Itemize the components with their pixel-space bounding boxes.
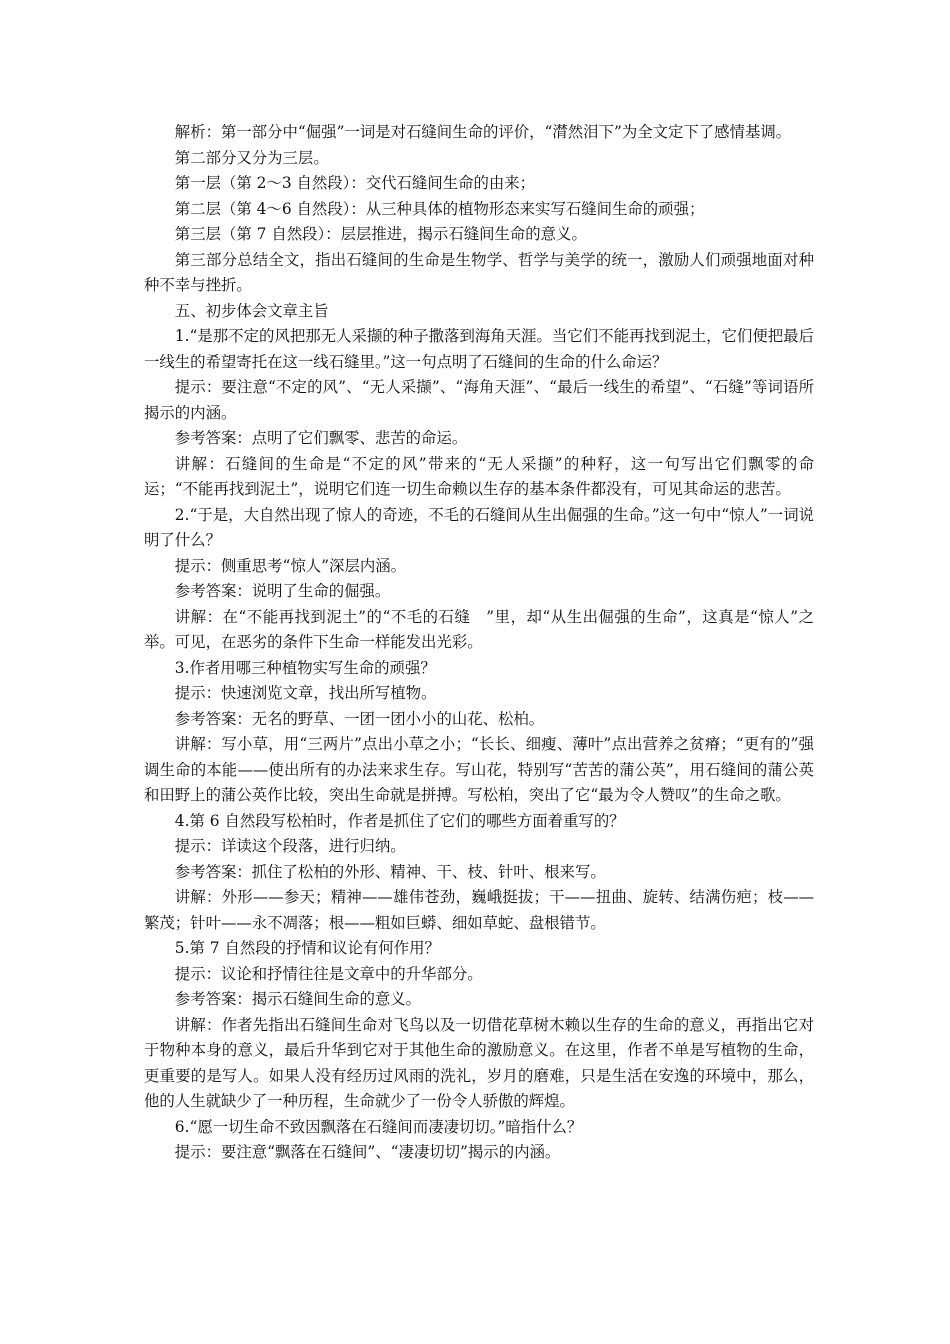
document-body xyxy=(144,120,814,1166)
explanation-3: 讲解：写小草，用“三两片”点出小草之小；“长长、细瘦、薄叶”点出营养之贫瘠；“更有的”强调生命的本能——使出所有的办法来求生存。写山花，特别写“苦苦的蒲公英”，用石缝间的蒲公英和田野上的蒲公英作比较，突出生命就是拼搏。写松柏，突出了它“最为令人赞叹”的生命之歌。 xyxy=(144,735,814,804)
hint-5: 提示：议论和抒情往往是文章中的升华部分。 xyxy=(174,964,483,983)
layer-three: 第三层（第 7 自然段）：层层推进，揭示石缝间生命的意义。 xyxy=(174,225,587,243)
question-2: 2.“于是，大自然出现了惊人的奇迹，不毛的石缝间从生出倔强的生命。”这一句中“惊人”一词说明了什么？ xyxy=(144,505,814,549)
hint-2: 提示：侧重思考“惊人”深层内涵。 xyxy=(174,556,407,575)
hint-3: 提示：快速浏览文章，找出所写植物。 xyxy=(174,684,437,702)
layer-two: 第二层（第 4～6 自然段）：从三种具体的植物形态来实写石缝间生命的顽强； xyxy=(174,199,705,218)
section-heading: 五、初步体会文章主旨 xyxy=(174,301,329,320)
explanation-5: 讲解：作者先指出石缝间生命对飞鸟以及一切借花草树木赖以生存的生命的意义，再指出它对于物种本身的意义，最后升华到它对于其他生命的激励意义。在这里，作者不单是写植物的生命，更重要的是写人。如果人没有经历过风雨的洗礼，岁月的磨难，只是生活在安逸的环境中，那么，他的人生就缺少了一种历程，生命就少了一份令人骄傲的辉煌。 xyxy=(144,1015,814,1110)
question-1: 1.“是那不定的风把那无人采撷的种子撒落到海角天涯。当它们不能再找到泥土，它们便把最后一线生的希望寄托在这一线石缝里。”这一句点明了石缝间的生命的什么命运？ xyxy=(144,327,814,371)
section-two-intro: 第二部分又分为三层。 xyxy=(174,148,329,167)
hint-6: 提示：要注意“飘落在石缝间”、“凄凄切切”揭示的内涵。 xyxy=(174,1143,561,1161)
section-three-summary: 第三部分总结全文，指出石缝间的生命是生物学、哲学与美学的统一，激励人们顽强地面对种种不幸与挫折。 xyxy=(144,250,814,294)
explanation-2: 讲解：在“不能再找到泥土”的“不毛的石缝 ”里，却“从生出倔强的生命”，这真是“惊人”之举。可见，在恶劣的条件下生命一样能发出光彩。 xyxy=(144,607,814,651)
hint-4: 提示：详读这个段落，进行归纳。 xyxy=(174,837,406,855)
hint-1: 提示：要注意“不定的风”、“无人采撷”、“海角天涯”、“最后一线生的希望”、“石缝”等词语所揭示的内涵。 xyxy=(144,378,814,422)
explanation-4: 讲解：外形——参天；精神——雄伟苍劲，巍峨挺拔；干——扭曲、旋转、结满伤疤；枝——繁茂；针叶——永不凋落；根——粗如巨蟒、细如草蛇、盘根错节。 xyxy=(144,888,814,932)
question-6: 6.“愿一切生命不致因飘落在石缝间而凄凄切切。”暗指什么？ xyxy=(174,1117,583,1136)
question-4: 4.第 6 自然段写松柏时，作者是抓住了它们的哪些方面着重写的？ xyxy=(174,811,625,830)
answer-4: 参考答案：抓住了松柏的外形、精神、干、枝、针叶、根来写。 xyxy=(174,862,606,881)
answer-3: 参考答案：无名的野草、一团一团小小的山花、松柏。 xyxy=(174,709,545,728)
layer-one: 第一层（第 2～3 自然段）：交代石缝间生命的由来； xyxy=(174,174,536,192)
answer-5: 参考答案：揭示石缝间生命的意义。 xyxy=(174,990,422,1008)
explanation-1: 讲解：石缝间的生命是“不定的风”带来的“无人采撷”的种籽，这一句写出它们飘零的命运；“不能再找到泥土”，说明它们连一切生命赖以生存的基本条件都没有，可见其命运的悲苦。 xyxy=(144,454,814,498)
answer-2: 参考答案：说明了生命的倔强。 xyxy=(174,582,391,600)
answer-1: 参考答案：点明了它们飘零、悲苦的命运。 xyxy=(174,429,468,447)
question-3: 3.作者用哪三种植物实写生命的顽强？ xyxy=(174,658,436,677)
question-5: 5.第 7 自然段的抒情和议论有何作用？ xyxy=(174,939,440,957)
analysis-paragraph: 解析：第一部分中“倔强”一词是对石缝间生命的评价，“潸然泪下”为全文定下了感情基调。 xyxy=(174,123,792,141)
